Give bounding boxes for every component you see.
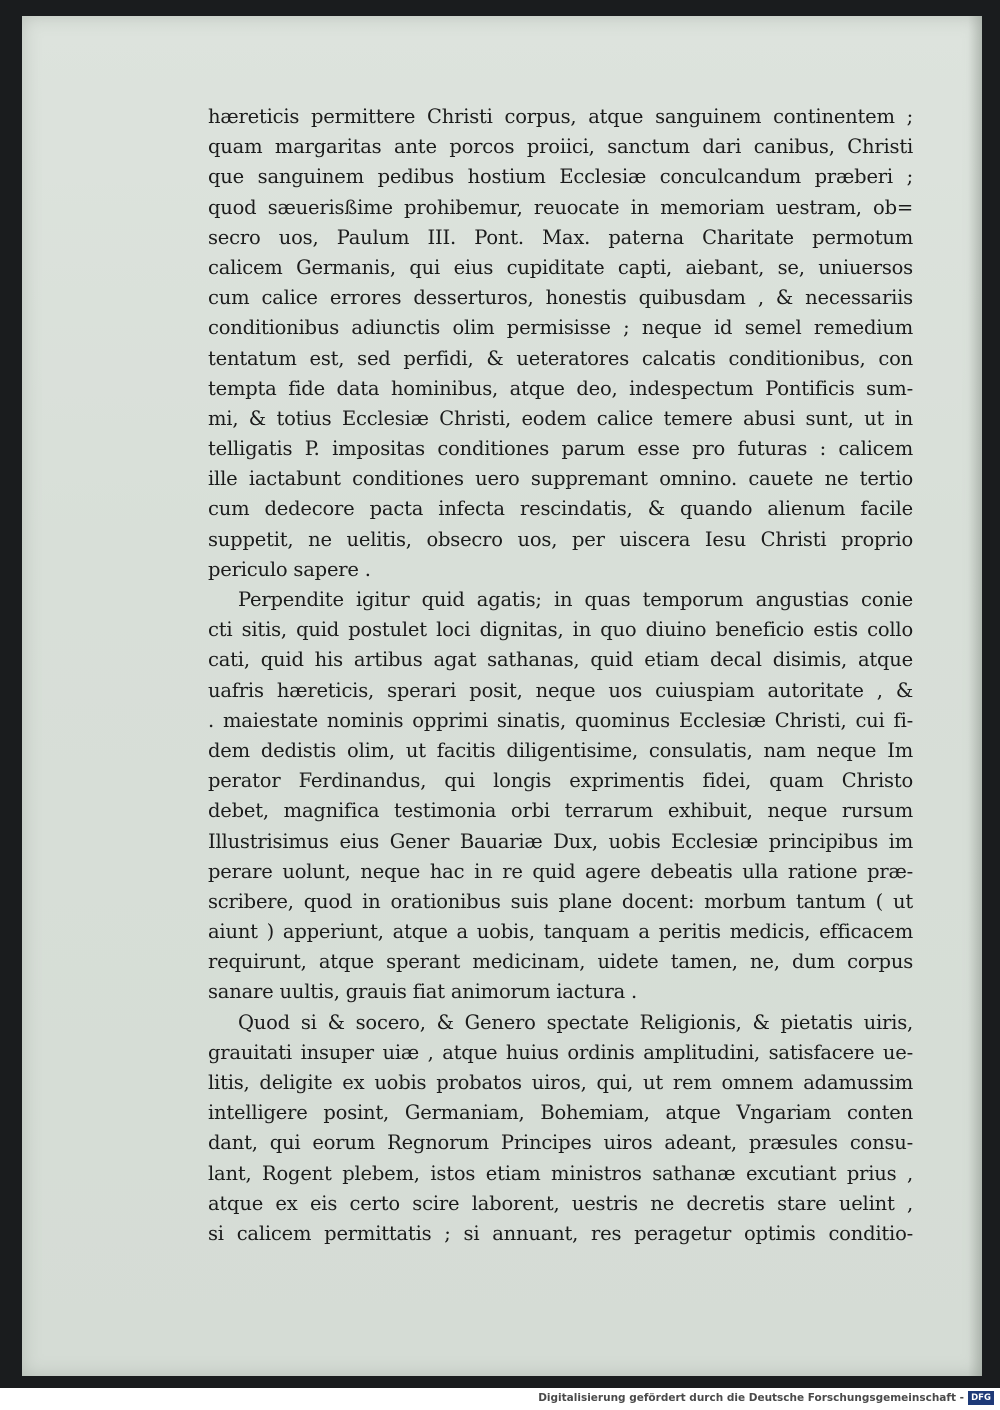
text-line: . maiestate nominis opprimi sinatis, quominus Ecclesiæ Christi, cui fi- [208, 708, 913, 732]
text-line: intelligere posint, Germaniam, Bohemiam, atque Vngariam conten [208, 1101, 913, 1125]
text-line: uafris hæreticis, sperari posit, neque uos cuiuspiam autoritate , & [208, 678, 913, 702]
text-line: perare uolunt, neque hac in re quid agere debeatis ulla ratione præ- [208, 859, 913, 883]
text-line: calicem Germanis, qui eius cupiditate capti, aiebant, se, uniuersos [208, 255, 913, 279]
text-line: periculo sapere . [208, 557, 371, 581]
text-line: perator Ferdinandus, qui longis exprimentis fidei, quam Christo [208, 769, 913, 793]
text-line: tempta fide data hominibus, atque deo, indespectum Pontificis sum- [208, 376, 913, 400]
text-line: debet, magnifica testimonia orbi terrarum exhibuit, neque rursum [208, 799, 913, 823]
document-page [22, 16, 982, 1376]
text-line: quod sæuerisßime prohibemur, reuocate in memoriam uestram, ob= [208, 195, 913, 219]
text-line: si calicem permittatis ; si annuant, res peragetur optimis conditio- [208, 1221, 913, 1245]
body-text [208, 102, 913, 1249]
text-line: ille iactabunt conditiones uero suppremant omnino. cauete ne tertio [208, 467, 913, 491]
text-line: secro uos, Paulum III. Pont. Max. paterna Charitate permotum [208, 225, 913, 249]
funding-credit: Digitalisierung gefördert durch die Deutsche Forschungsgemeinschaft - [538, 1392, 964, 1404]
text-line: requirunt, atque sperant medicinam, uidete tamen, ne, dum corpus [208, 950, 913, 974]
text-line: litis, deligite ex uobis probatos uiros, qui, ut rem omnem adamussim [208, 1071, 913, 1094]
text-line: atque ex eis certo scire laborent, uestris ne decretis stare uelint , [208, 1191, 913, 1215]
text-line: aiunt ) apperiunt, atque a uobis, tanquam a peritis medicis, efficacem [208, 920, 913, 944]
text-line: Perpendite igitur quid agatis; in quas temporum angustias conie [238, 588, 913, 611]
text-line: telligatis P. impositas conditiones parum esse pro futuras : calicem [208, 437, 913, 461]
text-line: grauitati insuper uiæ , atque huius ordinis amplitudini, satisfacere ue- [208, 1040, 913, 1064]
text-line: sanare uultis, grauis fiat animorum iactura . [208, 980, 637, 1004]
text-line: dem dedistis olim, ut facitis diligentisime, consulatis, nam neque Im [208, 738, 913, 762]
text-line: dant, qui eorum Regnorum Principes uiros adeant, præsules consu- [208, 1131, 913, 1155]
text-line: suppetit, ne uelitis, obsecro uos, per uiscera Iesu Christi proprio [208, 527, 913, 551]
text-line: conditionibus adiunctis olim permisisse ; neque id semel remedium [208, 316, 913, 340]
text-line: lant, Rogent plebem, istos etiam ministros sathanæ excutiant prius , [208, 1161, 913, 1185]
text-line: Illustrisimus eius Gener Bauariæ Dux, uobis Ecclesiæ principibus im [208, 829, 913, 853]
text-line: que sanguinem pedibus hostium Ecclesiæ conculcandum præberi ; [208, 165, 913, 189]
text-line: quam margaritas ante porcos proiici, sanctum dari canibus, Christi [208, 135, 913, 159]
text-line: hæreticis permittere Christi corpus, atque sanguinem continentem ; [208, 105, 913, 128]
text-line: cati, quid his artibus agat sathanas, quid etiam decal disimis, atque [208, 648, 913, 672]
digitization-footer [0, 1388, 1000, 1410]
text-line: tentatum est, sed perfidi, & ueteratores calcatis conditionibus, con [208, 346, 913, 370]
text-line: scribere, quod in orationibus suis plane docent: morbum tantum ( ut [208, 889, 913, 913]
text-line: mi, & totius Ecclesiæ Christi, eodem calice temere abusi sunt, ut in [208, 406, 913, 430]
text-line: cum dedecore pacta infecta rescindatis, & quando alienum facile [208, 497, 913, 521]
page-edge-shadow [968, 16, 982, 1376]
text-line: Quod si & socero, & Genero spectate Religionis, & pietatis uiris, [238, 1010, 913, 1034]
text-line: cti sitis, quid postulet loci dignitas, in quo diuino beneficio estis collo [208, 618, 913, 642]
dfg-logo-icon: DFG [968, 1391, 994, 1405]
text-line: cum calice errores desserturos, honestis quibusdam , & necessariis [208, 286, 913, 310]
